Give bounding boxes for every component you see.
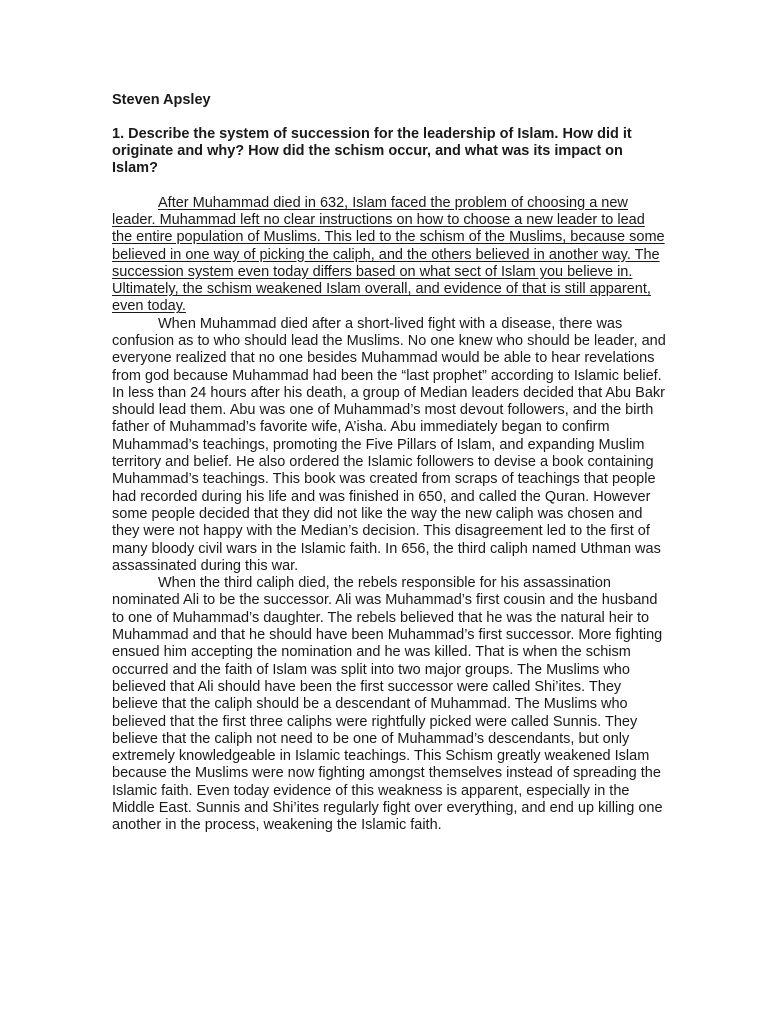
document-page	[112, 92, 668, 835]
body-paragraph-abu-bakr: When Muhammad died after a short-lived fight with a disease, there was confusion as to who should lead the Muslims. No one knew who should be leader, and everyone realized that no one besides Muhammad would be able to hear revelations from god because Muhammad had been the “last prophet” according to Islamic belief. In less than 24 hours after his death, a group of Median leaders decided that Abu Bakr should lead them. Abu was one of Muhammad’s most devout followers, and the birth father of Muhammad’s favorite wife, A’isha. Abu immediately began to confirm Muhammad’s teachings, promoting the Five Pillars of Islam, and expanding Muslim territory and belief. He also ordered the Islamic followers to devise a book containing Muhammad’s teachings. This book was created from scraps of teachings that people had recorded during his life and was finished in 650, and called the Quran. However some people decided that they did not like the way the new caliph was chosen and they were not happy with the Median’s decision. This disagreement led to the first of many bloody civil wars in the Islamic faith. In 656, the third caliph named Uthman was assassinated during this war.	[112, 315, 666, 574]
essay-question: 1. Describe the system of succession for the leadership of Islam. How did it originate and why? How did the schism occur, and what was its impact on Islam?	[112, 126, 632, 177]
summary-paragraph: After Muhammad died in 632, Islam faced the problem of choosing a new leader. Muhammad left no clear instructions on how to choose a new leader to lead the entire population of Muslims. This led to the schism of the Muslims, because some believed in one way of picking the caliph, and the others believed in another way. The succession system even today differs based on what sect of Islam you believe in. Ultimately, the schism weakened Islam overall, and evidence of that is still apparent, even today.	[112, 194, 665, 315]
author-name: Steven Apsley	[112, 92, 211, 108]
body-paragraph-schism: When the third caliph died, the rebels responsible for his assassination nominated Ali to be the successor. Ali was Muhammad’s first cousin and the husband to one of Muhammad’s daughter. The rebels believed that he was the natural heir to Muhammad and that he should have been Muhammad’s first successor. More fighting ensued him accepting the nomination and he was killed. That is when the schism occurred and the faith of Islam was split into two major groups. The Muslims who believed that Ali should have been the first successor were called Shi’ites. They believe that the caliph should be a descendant of Muhammad. The Muslims who believed that the first three caliphs were rightfully picked were called Sunnis. They believe that the caliph not need to be one of Muhammad’s descendants, but only extremely knowledgeable in Islamic teachings. This Schism greatly weakened Islam because the Muslims were now fighting amongst themselves instead of spreading the Islamic faith. Even today evidence of this weakness is apparent, especially in the Middle East. Sunnis and Shi’ites regularly fight over everything, and end up killing one another in the process, weakening the Islamic faith.	[112, 575, 663, 834]
